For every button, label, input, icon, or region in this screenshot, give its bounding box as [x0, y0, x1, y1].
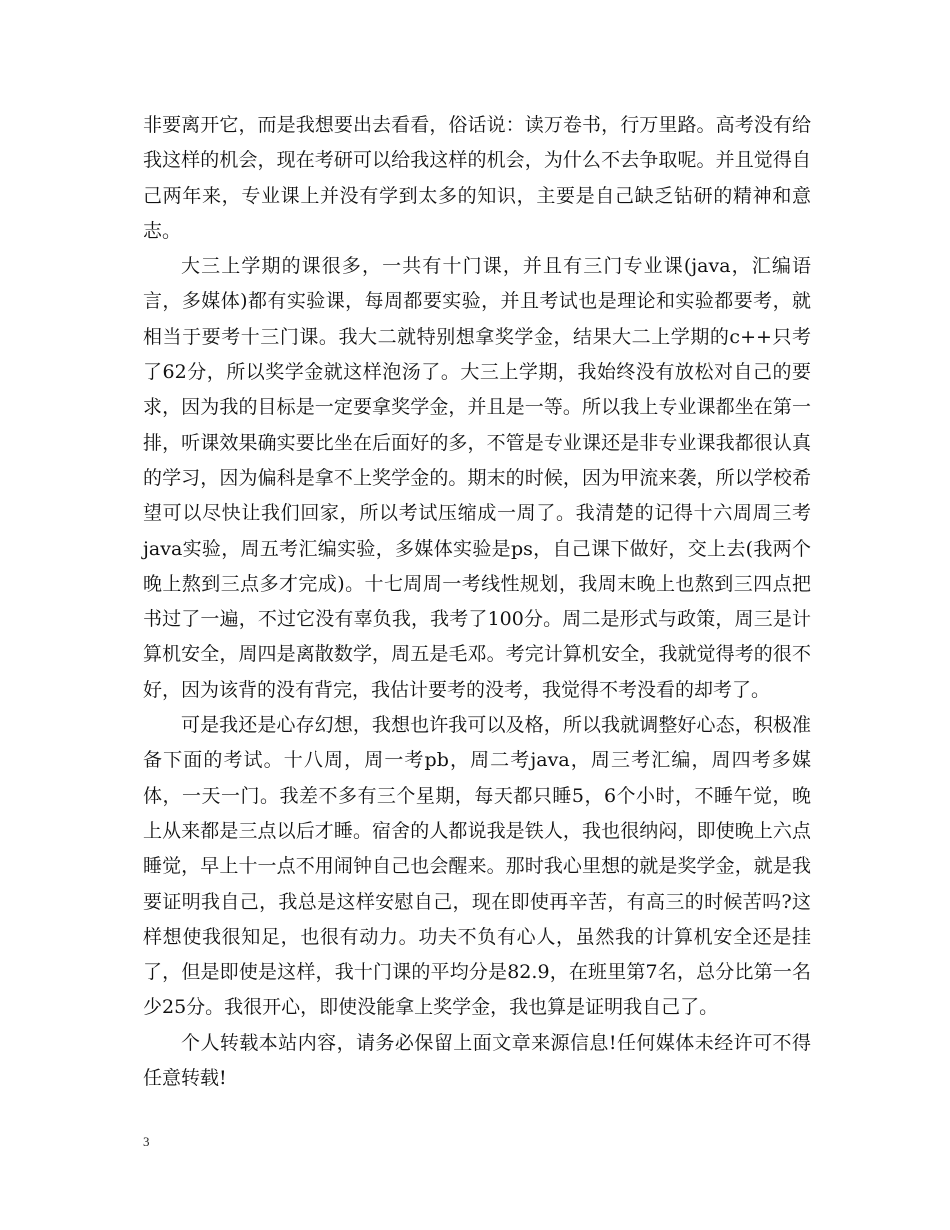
- paragraph-1: 非要离开它，而是我想要出去看看，俗话说：读万卷书，行万里路。高考没有给我这样的机会，现在考研可以给我这样的机会，为什么不去争取呢。并且觉得自己两年来，专业课上并没有学到太多的知识，主要是自己缺乏钻研的精神和意志。: [143, 114, 811, 242]
- paragraph-2: 大三上学期的课很多，一共有十门课，并且有三门专业课(java，汇编语言，多媒体)都有实验课，每周都要实验，并且考试也是理论和实验都要考，就相当于要考十三门课。我大二就特别想拿奖学金，结果大二上学期的c++只考了62分，所以奖学金就这样泡汤了。大三上学期，我始终没有放松对自己的要求，因为我的目标是一定要拿奖学金，并且是一等。所以我上专业课都坐在第一排，听课效果确实要比坐在后面好的多，不管是专业课还是非专业课我都很认真的学习，因为偏科是拿不上奖学金的。期末的时候，因为甲流来袭，所以学校希望可以尽快让我们回家，所以考试压缩成一周了。我清楚的记得十六周周三考java实验，周五考汇编实验，多媒体实验是ps，自己课下做好，交上去(我两个晚上熬到三点多才完成)。十七周周一考线性规划，我周末晚上也熬到三四点把书过了一遍，不过它没有辜负我，我考了100分。周二是形式与政策，周三是计算机安全，周四是离散数学，周五是毛邓。考完计算机安全，我就觉得考的很不好，因为该背的没有背完，我估计要考的没考，我觉得不考没看的却考了。: [143, 255, 811, 701]
- page-number: 3: [143, 1134, 150, 1149]
- paragraph-4: 个人转载本站内容，请务必保留上面文章来源信息!任何媒体未经许可不得任意转载!: [143, 1031, 811, 1090]
- paragraph-3: 可是我还是心存幻想，我想也许我可以及格，所以我就调整好心态，积极准备下面的考试。十八周，周一考pb，周二考java，周三考汇编，周四考多媒体，一天一门。我差不多有三个星期，每天都只睡5，6个小时，不睡午觉，晚上从来都是三点以后才睡。宿舍的人都说我是铁人，我也很纳闷，即使晚上六点睡觉，早上十一点不用闹钟自己也会醒来。那时我心里想的就是奖学金，就是我要证明我自己，我总是这样安慰自己，现在即使再辛苦，有高三的时候苦吗?这样想使我很知足，也很有动力。功夫不负有心人，虽然我的计算机安全还是挂了，但是即使是这样，我十门课的平均分是82.9，在班里第7名，总分比第一名少25分。我很开心，即使没能拿上奖学金，我也算是证明我自己了。: [143, 714, 811, 1019]
- document-body: [143, 108, 811, 1096]
